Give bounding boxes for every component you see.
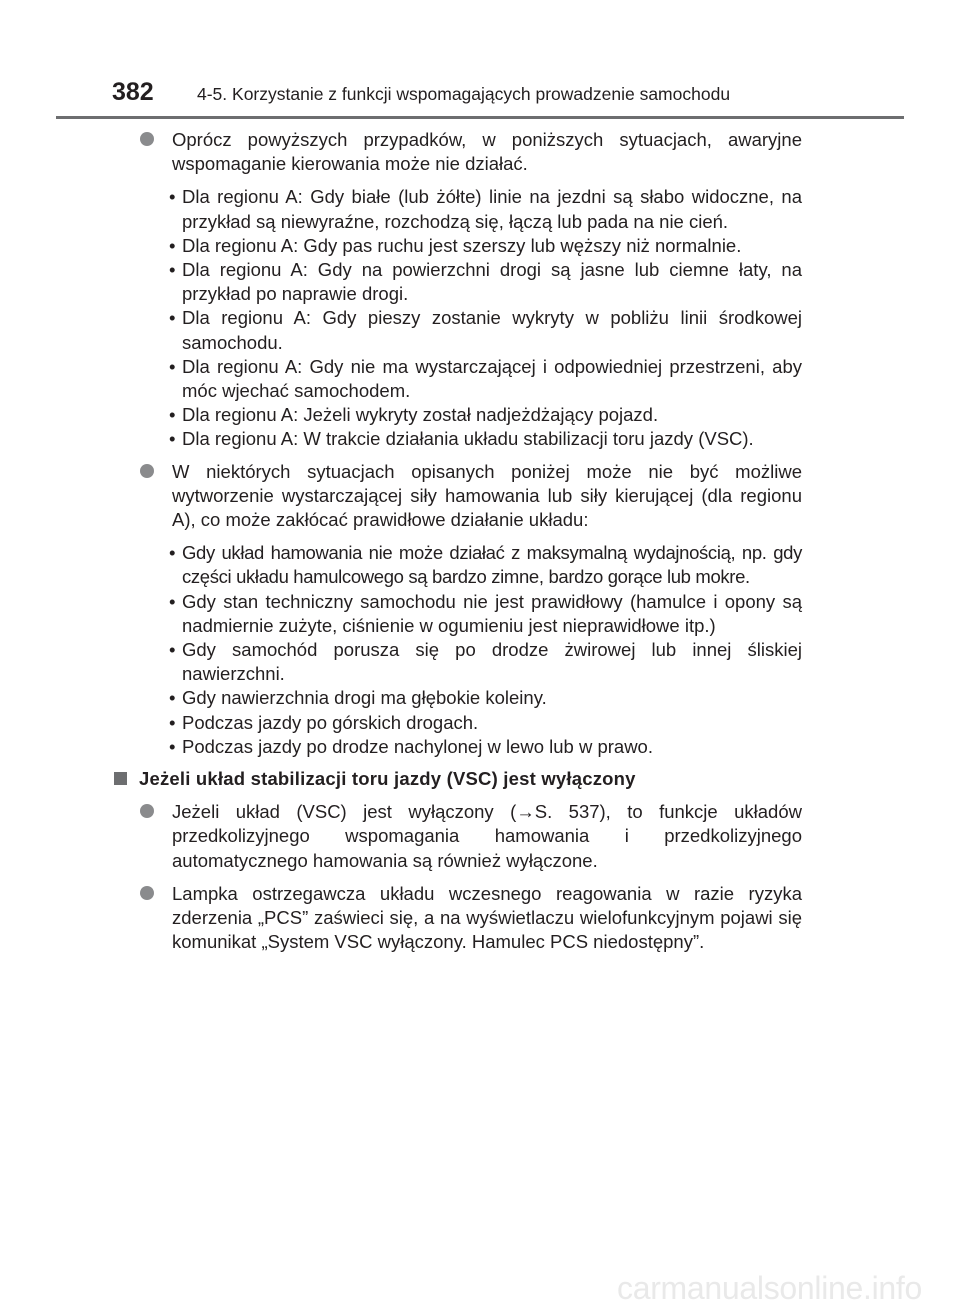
square-bullet-icon <box>114 772 127 785</box>
sub-item-text: Dla regionu A: Gdy pieszy zostanie wykryty w pobliżu linii środkowej samochodu. <box>182 307 802 353</box>
dot-bullet-icon: • <box>169 404 176 426</box>
bullet-item-text: Jeżeli układ (VSC) jest wyłączony (→S. 537), to funkcje układów przedkolizyjnego wspomagania hamowania i przedkolizyjnego automatycznego hamowania są również wyłączone. <box>172 801 802 871</box>
dot-bullet-icon: • <box>169 259 176 281</box>
sub-item-text: Gdy stan techniczny samochodu nie jest prawidłowy (hamulce i opony są nadmiernie zużyte, ciśnienie w ogumieniu jest nieprawidłowe itp.) <box>182 590 802 636</box>
section-heading <box>112 767 802 791</box>
sub-item <box>169 403 802 427</box>
sub-item <box>169 427 802 451</box>
sub-item-text: Dla regionu A: Gdy białe (lub żółte) linie na jezdni są słabo widoczne, na przykład są niewyraźne, rozchodzą się, łączą lub pada na nie cień. <box>182 186 802 232</box>
bullet-item-4 <box>112 882 802 955</box>
dot-bullet-icon: • <box>169 186 176 208</box>
bullet-item-text: Lampka ostrzegawcza układu wczesnego reagowania w razie ryzyka zderzenia „PCS” zaświeci się, a na wyświetlaczu wielofunkcyjnym pojawi się komunikat „System VSC wyłączony. Hamulec PCS niedostępny”. <box>172 882 802 953</box>
sub-item <box>169 711 802 735</box>
circle-bullet-icon <box>140 804 154 818</box>
circle-bullet-icon <box>140 886 154 900</box>
sub-item-text: Dla regionu A: Gdy pas ruchu jest szerszy lub węższy niż normalnie. <box>182 234 742 256</box>
sub-list-1 <box>112 185 802 451</box>
sub-item <box>169 185 802 233</box>
bullet-item-3 <box>112 800 802 873</box>
bullet-item-2 <box>112 460 802 533</box>
dot-bullet-icon: • <box>169 355 176 377</box>
sub-item-text: Podczas jazdy po drodze nachylonej w lewo lub w prawo. <box>182 735 653 757</box>
sub-item <box>169 541 802 589</box>
sub-item <box>169 638 802 686</box>
page-header <box>56 76 904 119</box>
dot-bullet-icon: • <box>169 711 176 733</box>
sub-item-text: Gdy samochód porusza się po drodze żwirowej lub innej śliskiej nawierzchni. <box>182 639 802 685</box>
dot-bullet-icon: • <box>169 234 176 256</box>
sub-item-text: Podczas jazdy po górskich drogach. <box>182 711 479 733</box>
sub-item <box>169 306 802 354</box>
sub-item-text: Gdy układ hamowania nie może działać z maksymalną wydajnością, np. gdy części układu hamulcowego są bardzo zimne, bardzo gorące lub mokre. <box>182 542 802 588</box>
bullet-item-text: W niektórych sytuacjach opisanych poniżej może nie być możliwe wytworzenie wystarczającej siły hamowania lub siły kierującej (dla regionu A), co może zakłócać prawidłowe działanie układu: <box>172 460 802 531</box>
sub-item <box>169 234 802 258</box>
circle-bullet-icon <box>140 132 154 146</box>
sub-item <box>169 735 802 759</box>
sub-item <box>169 258 802 306</box>
bullet-item-1 <box>112 128 802 176</box>
sub-item-text: Dla regionu A: Gdy nie ma wystarczającej i odpowiedniej przestrzeni, aby móc wjechać samochodem. <box>182 355 802 402</box>
bullet-item-text: Oprócz powyższych przypadków, w poniższych sytuacjach, awaryjne wspomaganie kierowania może nie działać. <box>172 129 802 175</box>
circle-bullet-icon <box>140 464 154 478</box>
page-content <box>112 128 802 964</box>
sub-item-text: Gdy nawierzchnia drogi ma głębokie koleiny. <box>182 687 547 709</box>
chapter-title: 4-5. Korzystanie z funkcji wspomagających prowadzenie samochodu <box>197 84 731 104</box>
sub-item-text: Dla regionu A: W trakcie działania układu stabilizacji toru jazdy (VSC). <box>182 428 754 450</box>
sub-item <box>169 686 802 710</box>
sub-item <box>169 590 802 638</box>
dot-bullet-icon: • <box>169 428 176 450</box>
dot-bullet-icon: • <box>169 307 176 329</box>
watermark-text: carmanualsonline.info <box>617 1270 922 1306</box>
sub-item-text: Dla regionu A: Gdy na powierzchni drogi są jasne lub ciemne łaty, na przykład po naprawie drogi. <box>182 259 802 305</box>
dot-bullet-icon: • <box>169 735 176 757</box>
section-heading-text: Jeżeli układ stabilizacji toru jazdy (VSC) jest wyłączony <box>139 768 636 790</box>
dot-bullet-icon: • <box>169 590 176 612</box>
page-number: 382 <box>112 78 154 106</box>
sub-list-2 <box>112 541 802 759</box>
sub-item <box>169 355 802 403</box>
dot-bullet-icon: • <box>169 639 176 661</box>
dot-bullet-icon: • <box>169 687 176 709</box>
sub-item-text: Dla regionu A: Jeżeli wykryty został nadjeżdżający pojazd. <box>182 404 659 426</box>
dot-bullet-icon: • <box>169 542 176 564</box>
